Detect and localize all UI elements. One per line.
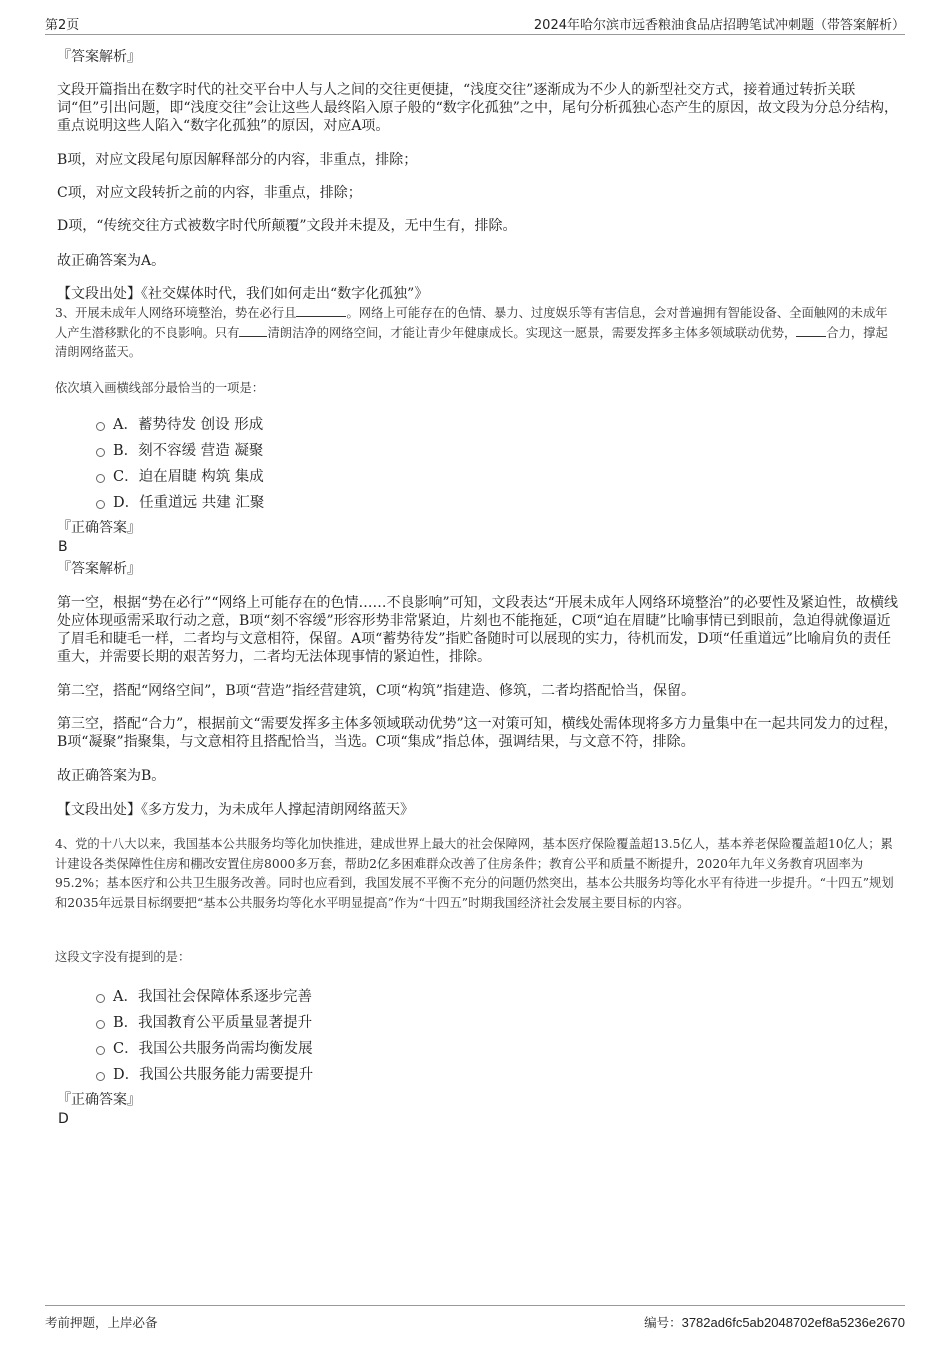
radio-icon[interactable] bbox=[96, 422, 105, 431]
radio-icon[interactable] bbox=[96, 1046, 105, 1055]
q4-correct-label: 『正确答案』 bbox=[57, 1092, 141, 1108]
radio-icon[interactable] bbox=[96, 994, 105, 1003]
q3-analysis-p2: 第二空，搭配“网络空间”，B项“营造”指经营建筑，C项“构筑”指建造、修筑，二者均搭配恰当，保留。 bbox=[57, 683, 695, 699]
q3-conclusion: 故正确答案为B。 bbox=[57, 768, 166, 784]
q2-analysis-p4: D项，“传统交往方式被数字时代所颠覆”文段并未提及，无中生有，排除。 bbox=[57, 218, 517, 234]
q2-conclusion: 故正确答案为A。 bbox=[57, 253, 166, 269]
q3-analysis-p3: 第三空，搭配“合力”，根据前文“需要发挥多主体多领域联动优势”这一对策可知，横线处需体现将多方力量集中在一起共同发力的过程，B项“凝聚”指聚集，与文意相符且搭配恰当，当选。C项“集成”指总体，强调结果，与文意不符，排除。 bbox=[57, 716, 898, 750]
q3-prompt: 依次填入画横线部分最恰当的一项是： bbox=[55, 381, 265, 395]
q4-option-b[interactable]: B．我国教育公平质量显著提升 bbox=[96, 1008, 313, 1034]
q3-correct-answer: B bbox=[58, 539, 68, 555]
blank-1 bbox=[296, 304, 346, 317]
radio-icon[interactable] bbox=[96, 448, 105, 457]
q3-stem: 3、开展未成年人网络环境整治，势在必行且 。网络上可能存在的色情、暴力、过度娱乐等有害信息，会对普遍拥有智能设备、全面触网的未成年人产生潜移默化的不良影响。只有 清朗洁净的网络空间，才能让青少年健康成长。实现这一愿景，需要发挥多主体多领域联动优势， 合力，撑起清朗网络蓝天。 bbox=[55, 306, 888, 359]
q2-analysis-p1: 文段开篇指出在数字时代的社交平台中人与人之间的交往更便捷，“浅度交往”逐渐成为不少人的新型社交方式，接着通过转折关联词“但”引出问题，即“浅度交往”会让这些人最终陷入原子般的“数字化孤独”之中，尾句分析孤独心态产生的原因，故文段为分总分结构，重点说明这些人陷入“数字化孤独”的原因，对应A项。 bbox=[57, 82, 898, 134]
q3-option-c[interactable]: C．迫在眉睫 构筑 集成 bbox=[96, 462, 264, 488]
q2-analysis-p3: C项，对应文段转折之前的内容，非重点，排除； bbox=[57, 185, 362, 201]
footer-slogan: 考前押题，上岸必备 bbox=[45, 1315, 158, 1330]
q4-correct-answer: D bbox=[58, 1111, 69, 1127]
blank-3 bbox=[796, 324, 826, 337]
q3-option-d[interactable]: D．任重道远 共建 汇聚 bbox=[96, 488, 264, 514]
q3-options bbox=[96, 410, 264, 514]
radio-icon[interactable] bbox=[96, 500, 105, 509]
q3-option-a[interactable]: A．蓄势待发 创设 形成 bbox=[96, 410, 264, 436]
q2-source: 【文段出处】《社交媒体时代，我们如何走出“数字化孤独”》 bbox=[57, 286, 429, 302]
document-title: 2024年哈尔滨市远香粮油食品店招聘笔试冲刺题（带答案解析） bbox=[533, 18, 905, 33]
q4-prompt: 这段文字没有提到的是： bbox=[55, 950, 191, 964]
radio-icon[interactable] bbox=[96, 1020, 105, 1029]
page-footer bbox=[45, 1305, 905, 1330]
page-header bbox=[45, 12, 905, 35]
q4-option-a[interactable]: A．我国社会保障体系逐步完善 bbox=[96, 982, 313, 1008]
q3-source: 【文段出处】《多方发力，为未成年人撑起清朗网络蓝天》 bbox=[57, 802, 414, 818]
footer-code-value: 3782ad6fc5ab2048702ef8a5236e2670 bbox=[681, 1315, 905, 1330]
q3-analysis-label: 『答案解析』 bbox=[57, 561, 141, 577]
q2-analysis-label: 『答案解析』 bbox=[57, 49, 141, 65]
q4-stem: 4、党的十八大以来，我国基本公共服务均等化加快推进，建成世界上最大的社会保障网，基本医疗保险覆盖超13.5亿人，基本养老保险覆盖超10亿人；累计建设各类保障性住房和棚改安置住房8000多万套，帮助2亿多困难群众改善了住房条件；教育公平和质量不断提升，2020年九年义务教育巩固率为95.2%；基本医疗和公共卫生服务改善。同时也应看到，我国发展不平衡不充分的问题仍然突出，基本公共服务均等化水平有待进一步提升。“十四五”规划和2035年远景目标纲要把“基本公共服务均等化水平明显提高”作为“十四五”时期我国经济社会发展主要目标的内容。 bbox=[55, 837, 894, 910]
page-number: 第2页 bbox=[45, 18, 80, 33]
q2-analysis-p2: B项，对应文段尾句原因解释部分的内容，非重点，排除； bbox=[57, 152, 418, 168]
radio-icon[interactable] bbox=[96, 1072, 105, 1081]
blank-2 bbox=[239, 324, 267, 337]
q3-correct-label: 『正确答案』 bbox=[57, 520, 141, 536]
footer-code: 编号：3782ad6fc5ab2048702ef8a5236e2670 bbox=[644, 1315, 905, 1330]
q3-analysis-p1: 第一空，根据“势在必行”“网络上可能存在的色情……不良影响”可知，文段表达“开展未成年人网络环境整治”的必要性及紧迫性，故横线处应体现亟需采取行动之意，B项“刻不容缓”形容形势非常紧迫，片刻也不能拖延，C项“迫在眉睫”比喻事情已到眼前，急迫得就像逼近了眉毛和睫毛一样，二者均与文意相符，保留。A项“蓄势待发”指贮备随时可以展现的实力，待机而发，D项“任重道远”比喻肩负的责任重大，并需要长期的艰苦努力，二者均无法体现事情的紧迫性，排除。 bbox=[57, 595, 898, 665]
q4-option-c[interactable]: C．我国公共服务尚需均衡发展 bbox=[96, 1034, 313, 1060]
q3-option-b[interactable]: B．刻不容缓 营造 凝聚 bbox=[96, 436, 264, 462]
radio-icon[interactable] bbox=[96, 474, 105, 483]
q4-options bbox=[96, 982, 313, 1086]
q4-option-d[interactable]: D．我国公共服务能力需要提升 bbox=[96, 1060, 313, 1086]
